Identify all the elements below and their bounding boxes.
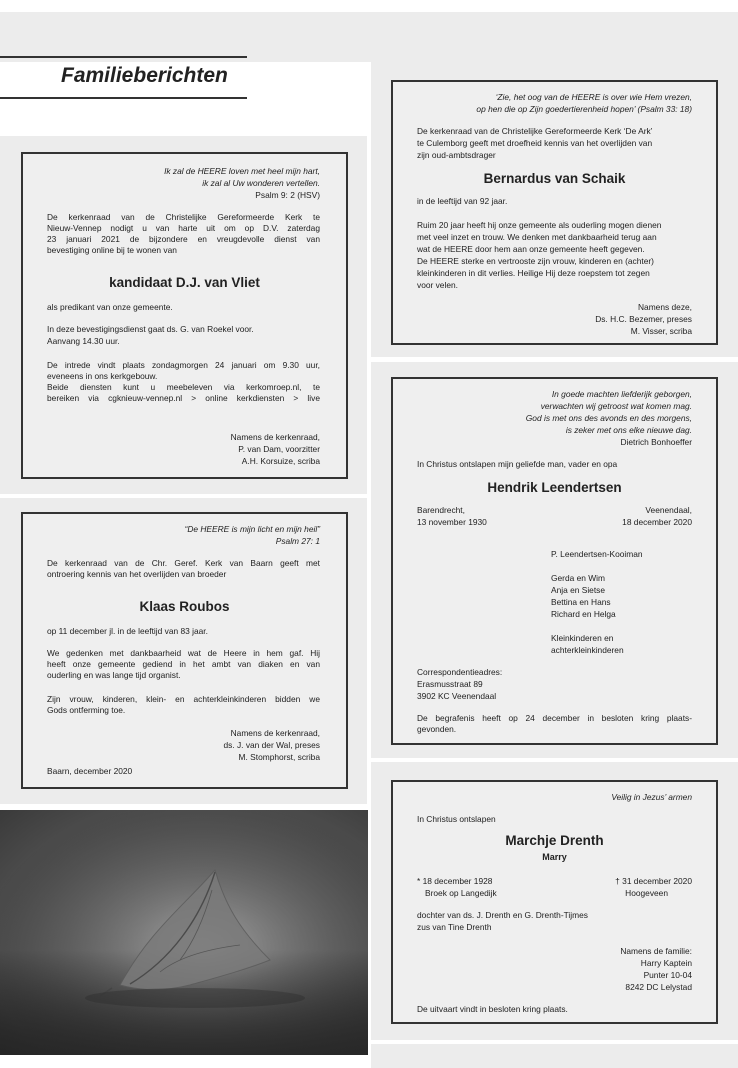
role-text: als predikant van onze gemeente. — [47, 302, 173, 312]
header-line-bottom — [0, 97, 247, 99]
nickname: Marry — [542, 852, 567, 862]
notice-leendertsen — [391, 377, 718, 745]
notice-drenth — [391, 780, 718, 1024]
place-date: Baarn, december 2020 — [47, 766, 133, 776]
text-line: bevestiging online bij te wonen van — [47, 245, 177, 256]
death-place: Hoogeveen — [625, 888, 668, 898]
intro-text — [47, 558, 320, 580]
body-line: met veel inzet en trouw. We denken met dankbaarheid terug aan — [417, 232, 657, 242]
family-child: Richard en Helga — [551, 609, 616, 619]
deceased-name: Marchje Drenth — [505, 833, 604, 848]
intro-text: In Christus ontslapen — [417, 814, 496, 824]
notice-van-schaik — [391, 80, 718, 345]
text-line: gevonden. — [417, 724, 457, 735]
death-date: † 31 december 2020 — [615, 876, 692, 886]
prayer-text — [47, 694, 320, 716]
service-text: In deze bevestigingsdienst gaat ds. G. van Roekel voor. — [47, 324, 254, 334]
background-band-top — [0, 12, 738, 62]
signature-line: Punter 10-04 — [643, 970, 692, 980]
memory-text — [47, 648, 320, 681]
text-line: 23 januari 2021 de bijzondere en vreugdevolle dienst van — [47, 234, 320, 245]
funeral-text — [417, 713, 692, 735]
quote-line: is zeker met ons elke nieuwe dag. — [565, 425, 692, 435]
body-line: kleinkinderen in dit verlies. Heilige Hij deze roepstem tot zegen — [417, 268, 650, 278]
text-line: ouderling en was lange tijd organist. — [47, 670, 181, 681]
quote-line: Ik zal de HEERE loven met heel mijn hart, — [164, 166, 320, 176]
intro-text — [47, 212, 320, 256]
family-child: Gerda en Wim — [551, 573, 605, 583]
signature-line: Harry Kaptein — [640, 958, 692, 968]
text-line: De kerkenraad van de Chr. Geref. Kerk van Baarn geeft met — [47, 558, 320, 568]
intrede-text — [47, 360, 320, 404]
leaf-illustration — [0, 810, 368, 1055]
signature-line: Namens de kerkenraad, — [230, 432, 320, 442]
notice-van-vliet — [21, 152, 348, 479]
notice-roubos — [21, 512, 348, 789]
birth-place: Barendrecht, — [417, 505, 465, 515]
deceased-name: Bernardus van Schaik — [483, 171, 626, 186]
death-place: Veenendaal, — [645, 505, 692, 515]
deceased-name: Klaas Roubos — [139, 599, 230, 614]
quote-line: In goede machten liefderijk geborgen, — [551, 389, 692, 399]
quote-line: ik zal al Uw wonderen vertellen. — [202, 178, 320, 188]
quote-line: God is met ons des avonds en des morgens, — [525, 413, 692, 423]
quote-source: Psalm 27: 1 — [275, 536, 320, 546]
relation-line: zus van Tine Drenth — [417, 922, 492, 932]
intro-line: zijn oud-ambtsdrager — [417, 150, 496, 160]
quote-source: Psalm 9: 2 (HSV) — [255, 190, 320, 200]
body-line: De HEERE sterke en vertrooste zijn vrouw, kinderen en (achter) — [417, 256, 654, 266]
signature-line: Ds. H.C. Bezemer, preses — [595, 314, 692, 324]
text-line: heeft onze gemeente gediend in het ambt van diaken en van — [47, 659, 320, 670]
quote-line: verwachten wij getroost wat komen mag. — [540, 401, 692, 411]
header-line-top — [0, 56, 247, 58]
address-line: Correspondentieadres: — [417, 667, 503, 677]
relation-line: dochter van ds. J. Drenth en G. Drenth-Tijmes — [417, 910, 588, 920]
age-text: op 11 december jl. in de leeftijd van 83 jaar. — [47, 626, 208, 636]
signature-line: P. van Dam, voorzitter — [238, 444, 320, 454]
text-line: Nieuw-Vennep nodigt u van harte uit om op D.V. zaterdag — [47, 223, 320, 234]
body-line: Ruim 20 jaar heeft hij onze gemeente als ouderling mogen dienen — [417, 220, 662, 230]
quote-line: op hen die op Zijn goedertierenheid hopen’ (Psalm 33: 18) — [476, 104, 692, 114]
birth-date: * 18 december 1928 — [417, 876, 493, 886]
service-text: Aanvang 14.30 uur. — [47, 336, 120, 346]
age-text: in de leeftijd van 92 jaar. — [417, 196, 508, 206]
signature-line: Namens deze, — [638, 302, 692, 312]
signature-line: Namens de kerkenraad, — [230, 728, 320, 738]
family-grandchildren: achterkleinkinderen — [551, 645, 624, 655]
address-line: 3902 KC Veenendaal — [417, 691, 497, 701]
text-line: De begrafenis heeft op 24 december in besloten kring plaats- — [417, 713, 692, 723]
text-line: eveneens in ons kerkgebouw. — [47, 371, 158, 382]
text-line: Gods ontferming toe. — [47, 705, 126, 716]
address-line: Erasmusstraat 89 — [417, 679, 483, 689]
family-child: Anja en Sietse — [551, 585, 606, 595]
deceased-name: kandidaat D.J. van Vliet — [109, 275, 260, 290]
signature-line: A.H. Korsuize, scriba — [241, 456, 320, 466]
birth-date: 13 november 1930 — [417, 517, 487, 527]
leaf-photo — [0, 810, 368, 1055]
text-line: We gedenken met dankbaarheid wat de Heere in hem gaf. Hij — [47, 648, 320, 658]
quote-line: Veilig in Jezus’ armen — [611, 792, 692, 802]
text-line: ontroering kennis van het overlijden van broeder — [47, 569, 227, 580]
background-panel-right-4 — [371, 1044, 738, 1068]
quote-line: “De HEERE is mijn licht en mijn heil” — [184, 524, 320, 534]
text-line: De kerkenraad van de Christelijke Gereformeerde Kerk te — [47, 212, 320, 222]
signature-line: Namens de familie: — [620, 946, 692, 956]
intro-line: te Culemborg geeft met droefheid kennis van het overlijden van — [417, 138, 653, 148]
family-child: Bettina en Hans — [551, 597, 611, 607]
signature-line: M. Visser, scriba — [630, 326, 692, 336]
text-line: De intrede vindt plaats zondagmorgen 24 januari om 9.30 uur, — [47, 360, 320, 370]
page-title: Familieberichten — [61, 64, 228, 87]
body-line: voor velen. — [417, 280, 458, 290]
intro-line: De kerkenraad van de Christelijke Gereformeerde Kerk ‘De Ark’ — [417, 126, 653, 136]
birth-place: Broek op Langedijk — [425, 888, 497, 898]
intro-text: In Christus ontslapen mijn geliefde man, vader en opa — [417, 459, 618, 469]
family-grandchildren: Kleinkinderen en — [551, 633, 614, 643]
deceased-name: Hendrik Leendertsen — [487, 480, 622, 495]
funeral-text: De uitvaart vindt in besloten kring plaats. — [417, 1004, 568, 1014]
quote-line: ‘Zie, het oog van de HEERE is over wie Hem vrezen, — [495, 92, 692, 102]
signature-line: ds. J. van der Wal, preses — [223, 740, 320, 750]
text-line: Beide diensten kunt u meebeleven via kerkomroep.nl, te — [47, 382, 320, 393]
quote-author: Dietrich Bonhoeffer — [620, 437, 692, 447]
signature-line: 8242 DC Lelystad — [625, 982, 692, 992]
death-date: 18 december 2020 — [622, 517, 692, 527]
text-line: bereiken via cgknieuw-vennep.nl > online kerkdiensten > live — [47, 393, 320, 404]
signature-line: M. Stomphorst, scriba — [238, 752, 320, 762]
family-spouse: P. Leendertsen-Kooiman — [551, 549, 643, 559]
text-line: Zijn vrouw, kinderen, klein- en achterkleinkinderen bidden we — [47, 694, 320, 704]
body-line: wat de HEERE door hem aan onze gemeente heeft gegeven. — [417, 244, 645, 254]
